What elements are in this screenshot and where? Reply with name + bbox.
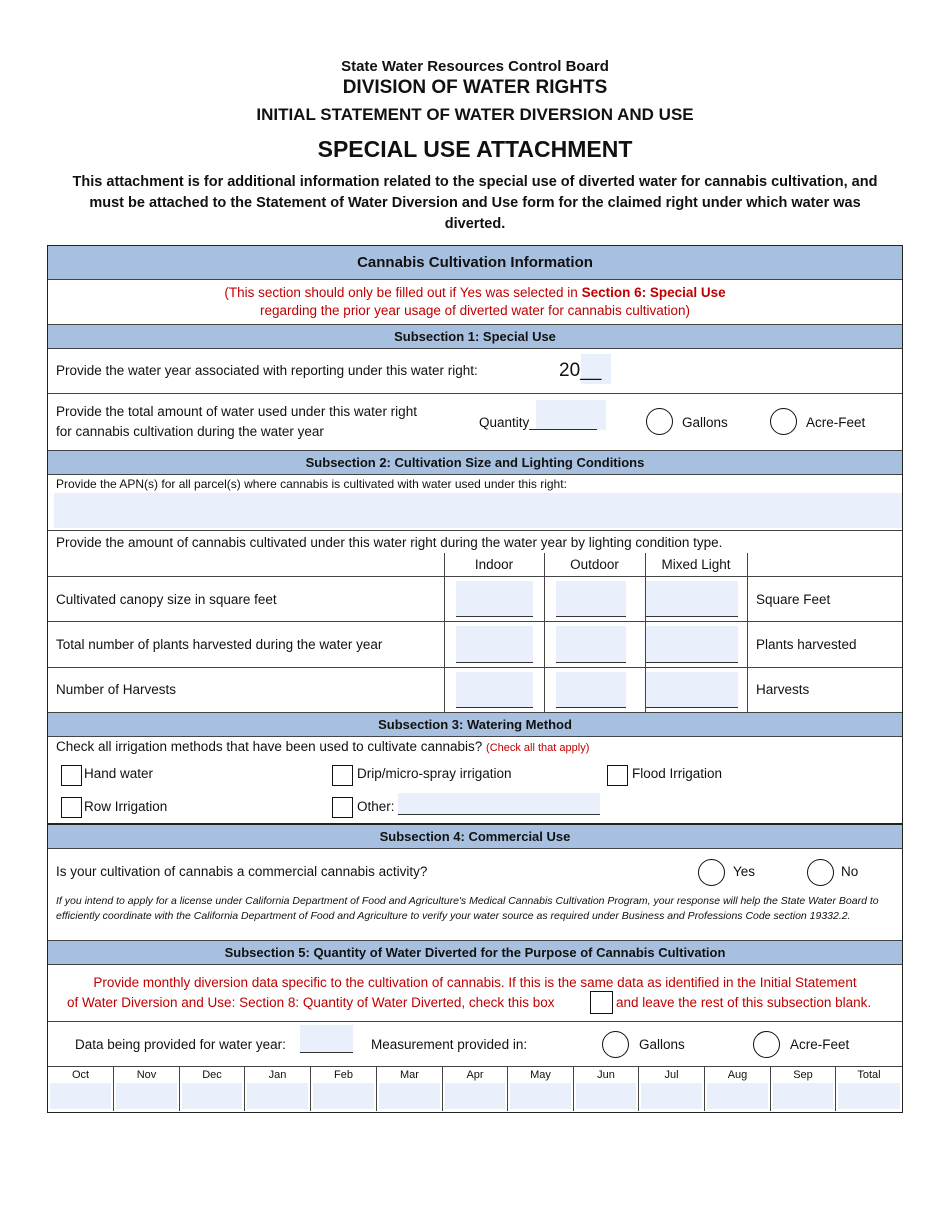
month-cell-aug bbox=[705, 1067, 771, 1111]
same-data-checkbox[interactable] bbox=[590, 991, 613, 1014]
row-irrigation-checkbox[interactable] bbox=[61, 797, 82, 818]
month-cell-feb bbox=[311, 1067, 377, 1111]
subsection-2-title: Subsection 2: Cultivation Size and Lighting Conditions bbox=[48, 451, 902, 475]
watering-hint: (Check all that apply) bbox=[486, 742, 590, 754]
month-label: Jun bbox=[597, 1069, 615, 1081]
gallons-label: Gallons bbox=[682, 415, 728, 430]
watering-prompt bbox=[56, 739, 589, 754]
harvests-indoor-input[interactable] bbox=[456, 672, 533, 708]
flood-irrigation-label: Flood Irrigation bbox=[632, 766, 723, 781]
measurement-label: Measurement provided in: bbox=[371, 1037, 528, 1052]
canopy-unit: Square Feet bbox=[756, 592, 831, 607]
month-label: Sep bbox=[793, 1069, 813, 1081]
flood-irrigation-checkbox[interactable] bbox=[607, 765, 628, 786]
diversion-instr-line-2b: and leave the rest of this subsection blank. bbox=[616, 995, 872, 1010]
month-cell-jul bbox=[639, 1067, 705, 1111]
month-cell-oct bbox=[48, 1067, 114, 1111]
month-input[interactable] bbox=[247, 1083, 308, 1109]
month-input[interactable] bbox=[182, 1083, 242, 1109]
drip-irrigation-checkbox[interactable] bbox=[332, 765, 353, 786]
other-checkbox[interactable] bbox=[332, 797, 353, 818]
acre-feet-radio[interactable] bbox=[770, 408, 797, 435]
month-cell-dec bbox=[180, 1067, 245, 1111]
harvests-mixed-input[interactable] bbox=[646, 672, 738, 708]
col-indoor: Indoor bbox=[474, 557, 514, 572]
month-cell-nov bbox=[114, 1067, 180, 1111]
commercial-row bbox=[48, 849, 902, 941]
section-note-post: regarding the prior year usage of diverted water for cannabis cultivation) bbox=[260, 303, 690, 318]
hand-water-label: Hand water bbox=[84, 766, 154, 781]
commercial-no-label: No bbox=[841, 864, 859, 879]
statement-title: INITIAL STATEMENT OF WATER DIVERSION AND USE bbox=[256, 105, 694, 124]
month-cell-jan bbox=[245, 1067, 311, 1111]
plants-outdoor-input[interactable] bbox=[556, 626, 626, 663]
month-label: Oct bbox=[71, 1069, 90, 1081]
measurement-gallons-label: Gallons bbox=[639, 1037, 685, 1052]
subsection-5-title: Subsection 5: Quantity of Water Diverted for the Purpose of Cannabis Cultivation bbox=[48, 941, 902, 965]
measurement-acre-feet-radio[interactable] bbox=[753, 1031, 780, 1058]
col-mixed-light: Mixed Light bbox=[661, 557, 731, 572]
quantity-label: Quantity_________ bbox=[479, 415, 597, 430]
other-label: Other: bbox=[357, 799, 395, 814]
month-label: Jan bbox=[268, 1069, 287, 1081]
month-label: Mar bbox=[400, 1069, 419, 1081]
amount-prompt-row bbox=[48, 531, 902, 577]
month-label: Feb bbox=[334, 1069, 353, 1081]
month-label: Apr bbox=[466, 1069, 484, 1081]
plants-mixed-input[interactable] bbox=[646, 626, 738, 663]
month-label: Dec bbox=[202, 1069, 222, 1081]
subsection-3-title: Subsection 3: Watering Method bbox=[48, 713, 902, 737]
month-input[interactable] bbox=[50, 1083, 111, 1109]
month-input[interactable] bbox=[576, 1083, 636, 1109]
month-input[interactable] bbox=[510, 1083, 571, 1109]
plants-label: Total number of plants harvested during the water year bbox=[56, 637, 383, 652]
month-input[interactable] bbox=[773, 1083, 833, 1109]
month-input[interactable] bbox=[641, 1083, 702, 1109]
section-note-bold: Section 6: Special Use bbox=[581, 285, 726, 300]
section-note bbox=[48, 280, 902, 325]
page-title: SPECIAL USE ATTACHMENT bbox=[317, 136, 633, 162]
watering-method-row bbox=[48, 737, 902, 825]
month-input[interactable] bbox=[313, 1083, 374, 1109]
commercial-yes-radio[interactable] bbox=[698, 859, 725, 886]
month-cell-jun bbox=[574, 1067, 639, 1111]
plants-row bbox=[48, 622, 902, 668]
month-label: Total bbox=[857, 1069, 881, 1081]
month-cell-sep bbox=[771, 1067, 836, 1111]
canopy-label: Cultivated canopy size in square feet bbox=[56, 592, 277, 607]
month-label: Aug bbox=[727, 1069, 748, 1081]
water-year-prefix: 20__ bbox=[559, 360, 602, 381]
commercial-yes-label: Yes bbox=[733, 864, 756, 879]
plants-unit: Plants harvested bbox=[756, 637, 857, 652]
month-input[interactable] bbox=[379, 1083, 440, 1109]
section-title: Cannabis Cultivation Information bbox=[48, 246, 902, 280]
month-input[interactable] bbox=[445, 1083, 505, 1109]
commercial-no-radio[interactable] bbox=[807, 859, 834, 886]
canopy-indoor-input[interactable] bbox=[456, 581, 533, 617]
month-cell-mar bbox=[377, 1067, 443, 1111]
canopy-outdoor-input[interactable] bbox=[556, 581, 626, 617]
col-outdoor: Outdoor bbox=[570, 557, 619, 572]
month-input[interactable] bbox=[838, 1083, 900, 1109]
month-cell-total bbox=[836, 1067, 902, 1111]
apn-row bbox=[48, 475, 902, 531]
diversion-instr-line-2a: of Water Diversion and Use: Section 8: Quantity of Water Diverted, check this box bbox=[67, 995, 555, 1010]
month-input[interactable] bbox=[116, 1083, 177, 1109]
water-year-measurement-row bbox=[48, 1022, 902, 1067]
harvests-unit: Harvests bbox=[756, 682, 810, 697]
hand-water-checkbox[interactable] bbox=[61, 765, 82, 786]
monthly-table bbox=[48, 1067, 902, 1112]
total-prompt-line-1: Provide the total amount of water used under this water right bbox=[56, 404, 417, 419]
measurement-gallons-radio[interactable] bbox=[602, 1031, 629, 1058]
drip-irrigation-label: Drip/micro-spray irrigation bbox=[357, 766, 512, 781]
subsection-4-title: Subsection 4: Commercial Use bbox=[48, 825, 902, 849]
month-input[interactable] bbox=[707, 1083, 768, 1109]
diversion-instr-line-1: Provide monthly diversion data specific to the cultivation of cannabis. If this is the same data as identified in the Initial Statement bbox=[93, 975, 857, 990]
canopy-row bbox=[48, 577, 902, 622]
commercial-note: If you intend to apply for a license under California Department of Food and Agriculture's Medical Cannabis Cultivation Program, your response will help the State Water Board to efficiently coordinate with the California Department of Food and Agriculture to verify your water source as required under Business and Professions Code section 19332.2. bbox=[56, 895, 879, 922]
section-note-pre: (This section should only be filled out if Yes was selected in bbox=[224, 285, 582, 300]
month-label: Jul bbox=[664, 1069, 679, 1081]
agency-name: State Water Resources Control Board bbox=[341, 58, 609, 75]
measurement-acre-feet-label: Acre-Feet bbox=[790, 1037, 850, 1052]
month-label: May bbox=[530, 1069, 551, 1081]
division-name: DIVISION OF WATER RIGHTS bbox=[342, 77, 608, 98]
plants-indoor-input[interactable] bbox=[456, 626, 533, 663]
subsection-1-title: Subsection 1: Special Use bbox=[48, 325, 902, 349]
gallons-radio[interactable] bbox=[646, 408, 673, 435]
harvests-label: Number of Harvests bbox=[56, 682, 177, 697]
month-cell-apr bbox=[443, 1067, 508, 1111]
harvests-row bbox=[48, 668, 902, 713]
intro-text: This attachment is for additional information related to the special use of diverted water for cannabis cultivation, and must be attached to the Statement of Water Diversion and Use form for the claimed right under which water was diverted. bbox=[72, 174, 878, 232]
amount-prompt: Provide the amount of cannabis cultivated under this water right during the water year by lighting condition type. bbox=[56, 535, 723, 550]
row-irrigation-label: Row Irrigation bbox=[84, 799, 168, 814]
month-label: Nov bbox=[136, 1069, 157, 1081]
data-year-label: Data being provided for water year: bbox=[75, 1037, 286, 1052]
data-year-input[interactable] bbox=[300, 1025, 353, 1053]
apn-prompt: Provide the APN(s) for all parcel(s) where cannabis is cultivated with water used under this right: bbox=[56, 477, 567, 491]
acre-feet-label: Acre-Feet bbox=[806, 415, 866, 430]
water-year-prompt: Provide the water year associated with reporting under this water right: bbox=[56, 363, 478, 378]
harvests-outdoor-input[interactable] bbox=[556, 672, 626, 708]
total-prompt-line-2: for cannabis cultivation during the water year bbox=[56, 424, 324, 439]
form-frame bbox=[47, 245, 903, 1113]
apn-input[interactable] bbox=[54, 493, 902, 528]
diversion-instructions bbox=[48, 965, 902, 1022]
month-cell-may bbox=[508, 1067, 574, 1111]
total-water-row bbox=[48, 394, 902, 451]
canopy-mixed-input[interactable] bbox=[646, 581, 738, 617]
watering-prompt-text: Check all irrigation methods that have been used to cultivate cannabis? bbox=[56, 739, 483, 754]
commercial-question: Is your cultivation of cannabis a commercial cannabis activity? bbox=[56, 864, 428, 879]
water-year-row bbox=[48, 349, 902, 394]
other-input[interactable] bbox=[398, 793, 600, 815]
